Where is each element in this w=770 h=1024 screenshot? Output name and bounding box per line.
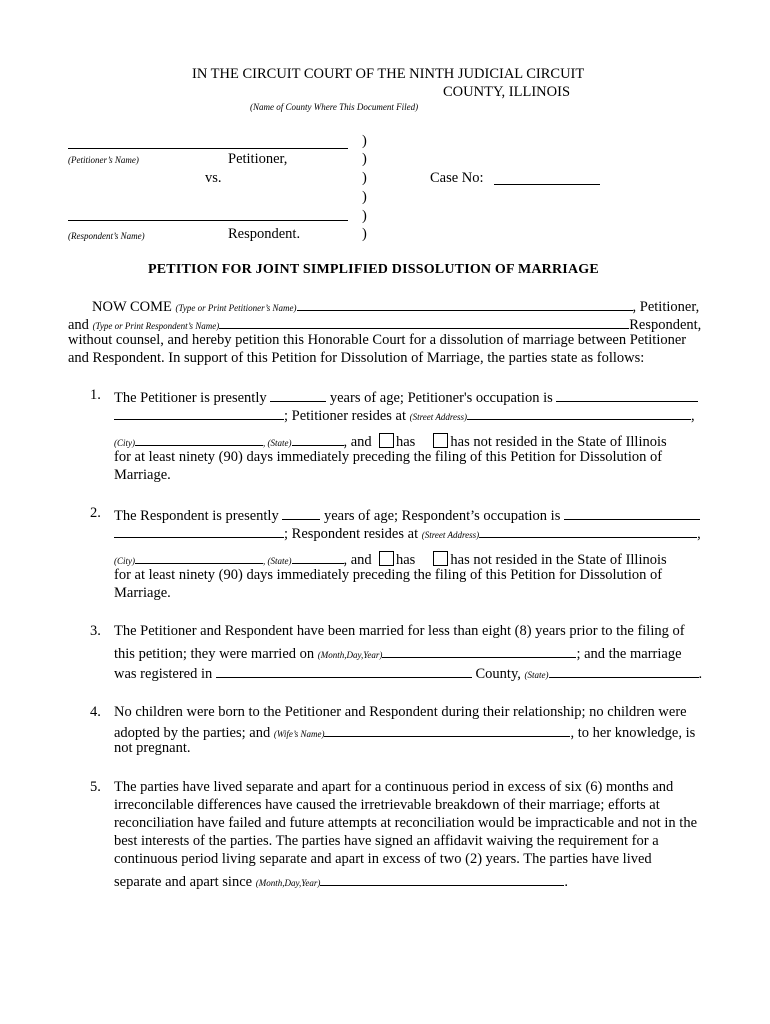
vs-label: vs. [205,170,222,186]
has-not-label: has not resided in the State of Illinois [450,433,667,450]
city-hint: (City) [114,437,135,448]
item3-text: this petition; they were married on [114,645,315,662]
and-label: and [68,316,89,333]
item2-text: ; Respondent resides at [284,525,419,542]
item-number: 3. [90,623,101,639]
court-name-line2: COUNTY, ILLINOIS [443,84,571,100]
respondent-print-hint: (Type or Print Respondent’s Name) [92,320,220,331]
petitioner-occupation-field[interactable] [556,387,698,402]
petitioner-state-field[interactable] [292,431,344,446]
petitioner-print-hint: (Type or Print Petitioner’s Name) [175,302,297,313]
petitioner-name-field[interactable] [68,148,348,149]
petitioner-label: Petitioner, [228,151,288,167]
item-number: 2. [90,505,101,521]
caption-paren: ) [362,170,367,186]
respondent-occupation-field-cont[interactable] [114,523,284,538]
street-hint: (Street Address) [409,411,468,422]
respondent-state-field[interactable] [292,549,344,564]
item4-text: adopted by the parties; and [114,724,271,741]
has-label: has [395,433,416,450]
item3-text: was registered in [114,665,213,682]
caption-paren: ) [362,189,367,205]
item2-text: , [697,525,701,542]
item-number: 1. [90,387,101,403]
item1-line5: Marriage. [114,467,171,483]
petitioner-age-field[interactable] [270,387,326,402]
item2-line4: for at least ninety (90) days immediately preceding the filing of this Petition for Dissolution of [114,567,663,583]
respondent-has-checkbox[interactable] [379,551,394,566]
item2-text: years of age; Respondent’s occupation is [323,507,561,524]
date-hint: (Month,Day,Year) [317,649,383,660]
marriage-county-field[interactable] [216,663,472,678]
respondent-occupation-field[interactable] [564,505,700,520]
case-no-field[interactable] [494,184,600,185]
item4-text: , to her knowledge, is [570,724,696,741]
item1-text: , and [343,433,372,450]
item5-line3: reconciliation have failed and future attempts at reconciliation would be impracticable and not in the [114,815,698,831]
item1-text: The Petitioner is presently [114,389,267,406]
respondent-print-field[interactable] [219,314,629,329]
item3-text: ; and the marriage [576,645,682,662]
case-no-label: Case No: [430,170,484,186]
county-hint: (Name of County Where This Document Filed) [250,102,419,112]
intro-line3: without counsel, and hereby petition this Honorable Court for a dissolution of marriage between Petitioner [68,332,687,348]
item2-line5: Marriage. [114,585,171,601]
respondent-name-hint: (Respondent’s Name) [68,231,145,241]
petitioner-suffix: , Petitioner, [632,298,700,315]
respondent-age-field[interactable] [282,505,320,520]
item1-text: years of age; Petitioner's occupation is [329,389,553,406]
respondent-suffix: Respondent, [629,316,702,333]
petitioner-street-field[interactable] [467,405,691,420]
caption-paren: ) [362,151,367,167]
item1-text: ; Petitioner resides at [284,407,407,424]
petitioner-has-checkbox[interactable] [379,433,394,448]
item-number: 5. [90,779,101,795]
date-hint: (Month,Day,Year) [255,877,321,888]
document-title: PETITION FOR JOINT SIMPLIFIED DISSOLUTION OF MARRIAGE [148,262,599,277]
caption-paren: ) [362,208,367,224]
state-hint: , (State) [263,555,292,566]
respondent-street-field[interactable] [479,523,697,538]
item5-line1: The parties have lived separate and apart for a continuous period in excess of six (6) months and [114,779,674,795]
state-hint: (State) [524,669,549,680]
respondent-has-not-checkbox[interactable] [433,551,448,566]
petitioner-name-hint: (Petitioner’s Name) [68,155,139,165]
marriage-state-field[interactable] [549,663,699,678]
petitioner-print-field[interactable] [297,296,633,311]
item5-line4: best interests of the parties. The parties have signed an affidavit waiving the requirement for a [114,833,659,849]
respondent-label: Respondent. [228,226,301,242]
has-label: has [395,551,416,568]
item2-text: The Respondent is presently [114,507,279,524]
item5-line2: irreconcilable differences have caused the irretrievable breakdown of their marriage; efforts at [114,797,660,813]
petitioner-has-not-checkbox[interactable] [433,433,448,448]
item4-line3: not pregnant. [114,740,191,756]
has-not-label: has not resided in the State of Illinois [450,551,667,568]
state-hint: , (State) [263,437,292,448]
marriage-date-field[interactable] [382,643,576,658]
item3-line1: The Petitioner and Respondent have been married for less than eight (8) years prior to the filing of [114,623,685,639]
caption-paren: ) [362,226,367,242]
city-hint: (City) [114,555,135,566]
item4-line1: No children were born to the Petitioner and Respondent during their relationship; no children were [114,704,687,720]
respondent-name-field[interactable] [68,220,348,221]
street-hint: (Street Address) [421,529,480,540]
item2-text: , and [343,551,372,568]
item-number: 4. [90,704,101,720]
petitioner-occupation-field-cont[interactable] [114,405,284,420]
wife-name-hint: (Wife’s Name) [273,728,325,739]
item1-line4: for at least ninety (90) days immediately preceding the filing of this Petition for Dissolution of [114,449,663,465]
court-name-line1: IN THE CIRCUIT COURT OF THE NINTH JUDICIAL CIRCUIT [192,66,585,82]
item3-text: . [698,665,703,682]
item5-text: . [564,873,568,890]
item5-line5: continuous period living separate and apart in excess of two (2) years. The parties have lived [114,851,652,867]
caption-paren: ) [362,133,367,149]
item3-text: County, [475,665,521,682]
separation-date-field[interactable] [320,871,564,886]
respondent-city-field[interactable] [135,549,263,564]
petitioner-city-field[interactable] [135,431,263,446]
intro-line4: and Respondent. In support of this Petition for Dissolution of Marriage, the parties state as follows: [68,350,645,366]
now-come-label: NOW COME [92,298,172,315]
item5-text: separate and apart since [114,873,253,890]
wife-name-field[interactable] [324,722,570,737]
item1-text: , [691,407,695,424]
